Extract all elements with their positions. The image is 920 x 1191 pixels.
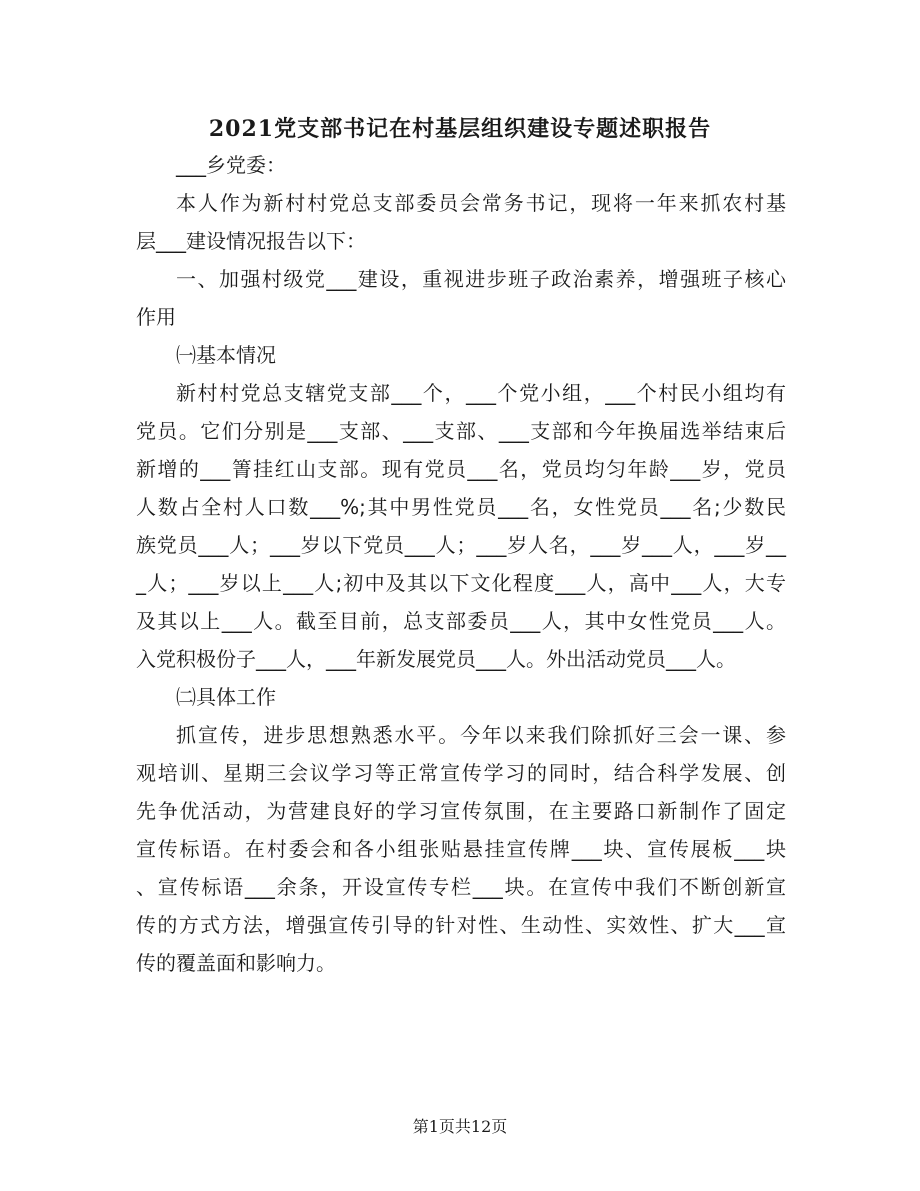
paragraph-line: 党员。它们分别是___支部、___支部、___支部和今年换届选举结束后 — [136, 419, 786, 443]
paragraph-line: 及其以上___人。截至目前，总支部委员___人，其中女性党员___人。 — [136, 609, 786, 633]
document-title: 2021党支部书记在村基层组织建设专题述职报告 — [208, 116, 712, 142]
paragraph-line: ___乡党委： — [176, 153, 286, 177]
paragraph-line: 传的覆盖面和影响力。 — [136, 951, 336, 975]
paragraph-line: 人数占全村人口数___%;其中男性党员___名，女性党员___名;少数民 — [136, 495, 786, 519]
paragraph-line: 新村村党总支辖党支部___个，___个党小组，___个村民小组均有 — [176, 381, 786, 405]
paragraph-line: 层___建设情况报告以下： — [136, 229, 366, 253]
subsection-heading: ㈡具体工作 — [176, 685, 276, 709]
paragraph-line: 入党积极份子___人，___年新发展党员___人。外出活动党员___人。 — [136, 647, 736, 671]
subsection-heading: ㈠基本情况 — [176, 343, 276, 367]
paragraph-line: 宣传标语。在村委会和各小组张贴悬挂宣传牌___块、宣传展板___块 — [136, 837, 786, 861]
paragraph-line: 传的方式方法，增强宣传引导的针对性、生动性、实效性、扩大___宣 — [136, 913, 786, 937]
paragraph-line: 抓宣传，进步思想熟悉水平。今年以来我们除抓好三会一课、参 — [176, 723, 786, 747]
paragraph-line: 新增的___箐挂红山支部。现有党员___名，党员均匀年龄___岁，党员 — [136, 457, 786, 481]
section-heading-line: 一、加强村级党___建设，重视进步班子政治素养，增强班子核心 — [176, 267, 786, 291]
paragraph-line: 先争优活动，为营建良好的学习宣传氛围，在主要路口新制作了固定 — [136, 799, 786, 823]
page-number-footer: 第1页共12页 — [412, 1117, 508, 1136]
paragraph-line: 族党员___人；___岁以下党员___人；___岁人名，___岁___人，___岁__ — [136, 533, 786, 557]
paragraph-line: _人；___岁以上___人;初中及其以下文化程度___人，高中___人，大专 — [136, 571, 786, 595]
paragraph-line: 、宣传标语___余条，开设宣传专栏___块。在宣传中我们不断创新宣 — [136, 875, 786, 899]
paragraph-line: 观培训、星期三会议学习等正常宣传学习的同时，结合科学发展、创 — [136, 761, 786, 785]
document-body — [136, 146, 786, 982]
section-heading-line: 作用 — [136, 305, 176, 329]
paragraph-line: 本人作为新村村党总支部委员会常务书记，现将一年来抓农村基 — [176, 191, 786, 215]
